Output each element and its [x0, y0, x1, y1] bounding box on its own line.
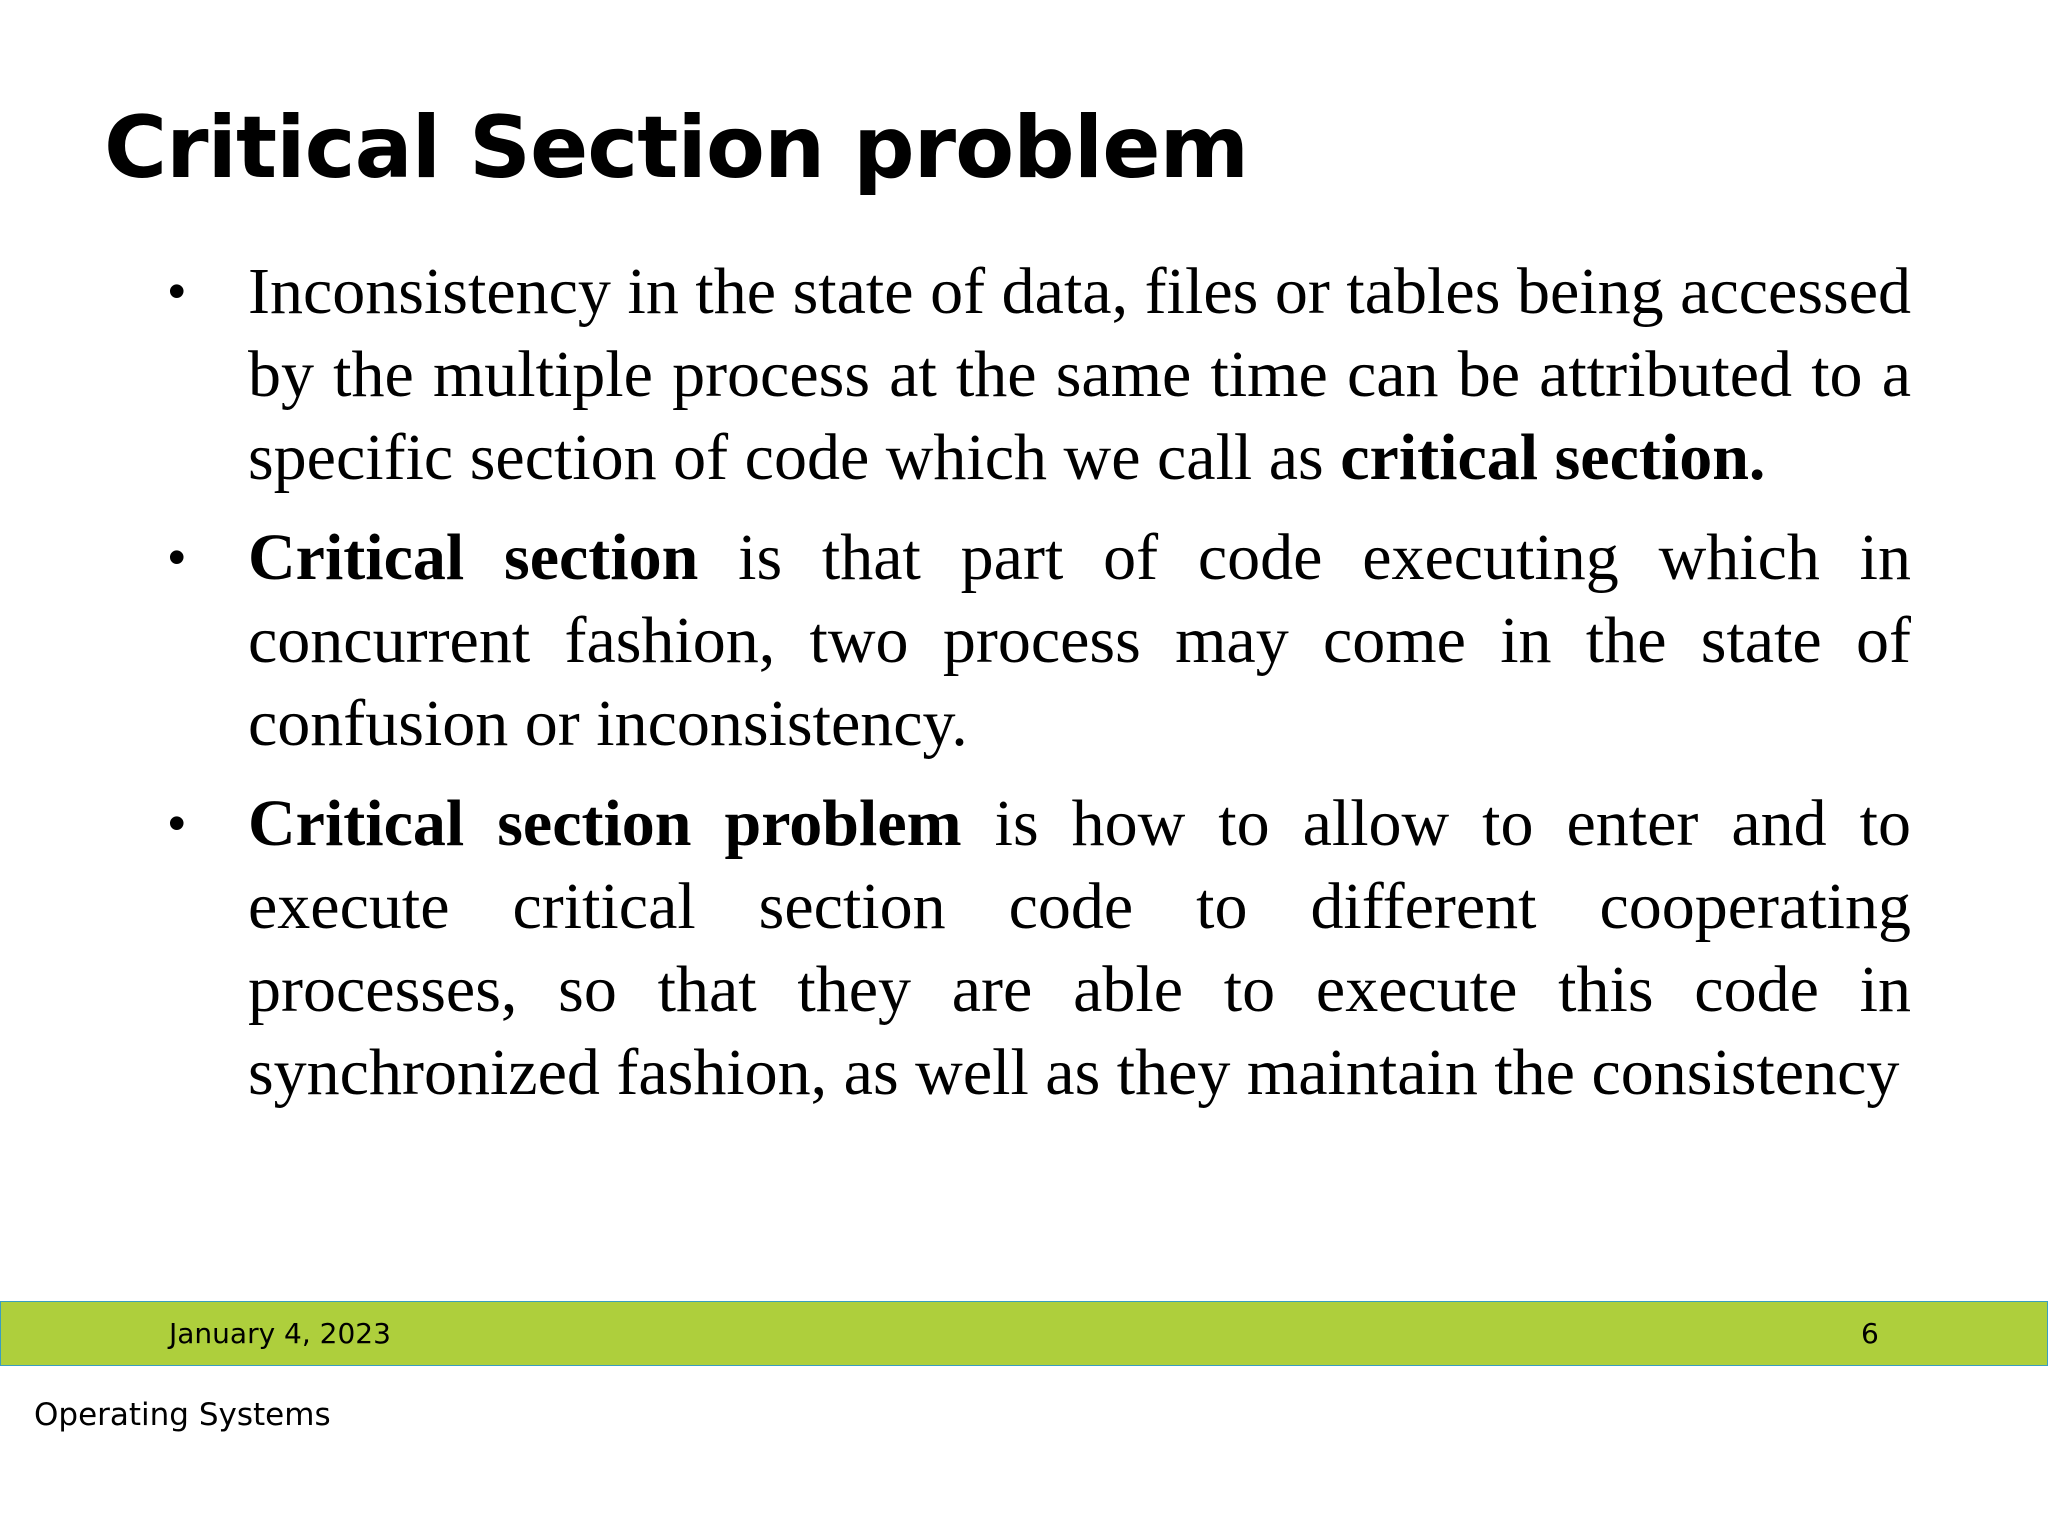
bullet-marker: • — [168, 263, 186, 319]
bullet-bold-lead: Critical section — [248, 521, 699, 594]
bullet-item — [168, 516, 1911, 765]
footer-bar — [0, 1301, 2048, 1366]
bullet-marker: • — [168, 795, 186, 851]
bullet-item — [168, 250, 1911, 499]
bullet-text: is how to allow to enter and to execute critical section code to different cooperating processes, so that they are able to execute this code in synchronized fashion, as well as they maintain the consistency — [248, 787, 1911, 1109]
bullet-text: is that part of code executing which in concurrent fashion, two process may come in the state of confusion or inconsistency. — [248, 521, 1911, 760]
bullet-item — [168, 782, 1911, 1114]
bullet-marker: • — [168, 529, 186, 585]
bullet-text: Inconsistency in the state of data, files or tables being accessed by the multiple process at the same time can be attributed to a specific section of code which we call as — [248, 255, 1911, 494]
page-number: 6 — [1861, 1317, 1879, 1350]
slide-title: Critical Section problem — [104, 98, 1249, 198]
bullet-bold-term: critical section. — [1340, 421, 1766, 494]
bullet-bold-lead: Critical section problem — [248, 787, 962, 860]
bullet-list — [0, 250, 1911, 1131]
course-label: Operating Systems — [34, 1397, 331, 1433]
footer-date: January 4, 2023 — [169, 1317, 391, 1350]
